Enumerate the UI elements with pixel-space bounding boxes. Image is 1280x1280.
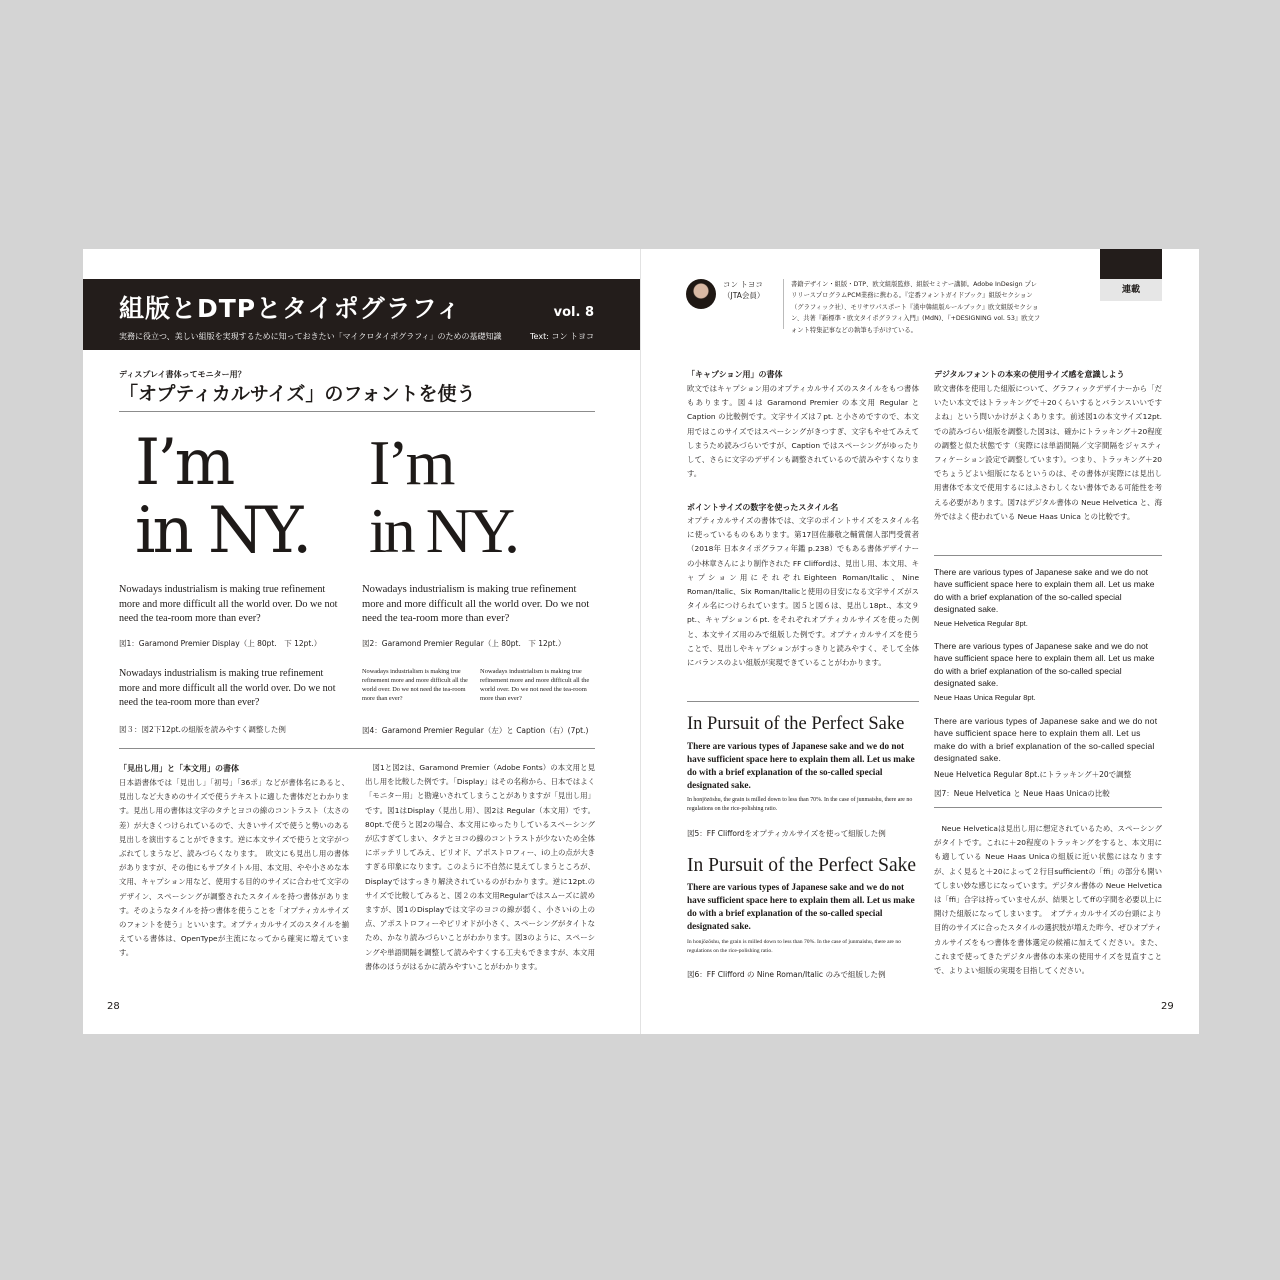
helvetica-tracked-sample: There are various types of Japanese sake and we do not have sufficient space here to explain them all. Let us make do with a brief explanation of the so-called special designated sake. bbox=[934, 716, 1158, 763]
left-page bbox=[83, 249, 640, 1034]
digital-font-body: 欧文書体を使用した組版について、グラフィックデザイナーから「だいたい本文ではトラッキングで＋20くらいするとバランスいいですよね」という問いかけがよくあります。前述図1の本文サイズ12pt.での読みづらい組版を調整した図3は、確かにトラッキング＋20程度の調整と似た状態です（実際には単語間隔／文字間隔をジャスティフィケーション設定で調整しています）。つまり、トラッキング＋20でちょうどよい組版になるというのは、その書体が実際には見出し用書体で本文で使用するにはふさわしくない書体である可能性を考える必要があります。図7はデジタル書体の Neue Helvetica と、海外ではよく使われている Neue Haas Unica との比較です。 bbox=[934, 384, 1162, 521]
sample-paragraph-regular-7pt: Nowadays industrialism is making true refinement more and more difficult all the world over. Do we not need the tea-room more than ever? bbox=[362, 668, 468, 702]
sake-title-optical: In Pursuit of the Perfect Sake bbox=[687, 714, 905, 734]
article-headline: 「オプティカルサイズ」のフォントを使う bbox=[119, 383, 476, 405]
sample-paragraph-display: Nowadays industrialism is making true refinement more and more difficult all the world over. Do we not need the tea-room more than ever? bbox=[119, 584, 338, 624]
sample-paragraph-adjusted: Nowadays industrialism is making true refinement more and more difficult all the world over. Do we not need the tea-room more than ever? bbox=[119, 668, 336, 708]
author-credit: Text: コン トヨコ bbox=[530, 332, 594, 341]
body-section-heading: 「見出し用」と「本文用」の書体 bbox=[119, 764, 239, 773]
series-subtitle: 実務に役立つ、美しい組版を実現するために知っておきたい「マイクロタイポグラフィ」のための基礎知識 bbox=[119, 332, 502, 341]
kicker: ディスプレイ書体ってモニター用？ bbox=[119, 370, 246, 379]
sake-note-optical: In honjōzōshu, the grain is milled down to less than 70%. In the case of junmaishu, there are no regulations on the rice-polishing ratio. bbox=[687, 797, 913, 812]
unica-sample: There are various types of Japanese sake and we do not have sufficient space here to explain them all. Let us make do with a brief explanation of the so-called special designated sake. bbox=[934, 641, 1155, 688]
display-sample-right bbox=[369, 429, 517, 565]
helvetica-tracked-label: Neue Helvetica Regular 8pt.にトラッキング＋20で調整 bbox=[934, 770, 1132, 779]
sample-paragraph-caption-7pt: Nowadays industrialism is making true refinement more and more difficult all the world over. Do we not need the tea-room more than ever? bbox=[480, 668, 590, 702]
section-rule bbox=[119, 748, 595, 749]
sample-line-1: I’m bbox=[369, 427, 453, 498]
sake-body-optical: There are various types of Japanese sake and we do not have sufficient space here to explain them all. Let us make do with a brief explanation of the so-called special designated sake. bbox=[687, 741, 915, 790]
figure-2-caption: 図2：Garamond Premier Regular（上 80pt. 下 12pt.） bbox=[362, 639, 566, 648]
figure-rule-1 bbox=[687, 701, 919, 702]
page-number: 28 bbox=[107, 1001, 120, 1012]
headline-rule bbox=[119, 411, 595, 412]
right-page bbox=[641, 249, 1199, 1034]
figure-3-caption: 図３：図2下12pt.の組版を読みやすく調整した例 bbox=[119, 725, 286, 734]
author-info bbox=[723, 279, 764, 301]
sake-title-nine: In Pursuit of the Perfect Sake bbox=[687, 855, 917, 876]
sake-body-nine: There are various types of Japanese sake and we do not have sufficient space here to explain them all. Let us make do with a brief explanation of the so-called special designated sake. bbox=[687, 882, 915, 931]
body-column-1: 日本語書体では「見出し」「初号」「36ポ」などが書体名にあると、見出しなど大きめのサイズで使うテキストに適した書体だとわかります。見出し用の書体は文字のタテとヨコの線のコントラスト（太さの差）が大きくつけられているので、大きいサイズで使うと勢いのある見出しを演出することができます。逆に本文サイズで使うと文字がつぶれてしまうなど、読みづらくなります。 欧文にも見出し用の書体がありますが、その他にもサブタイトル用、本文用、やや小さめな本文用、キャプション用など、使用する目的のサイズに合わせて文字のデザイン、スペーシングが調整されたスタイルを持つ書体があります。そのようなタイルを持つ書体を使うことを「オプティカルサイズのフォントを使う」といいます。オプティカルサイズのスタイルを揃えている書体は、OpenTypeが主流になってから確実に増えています。 bbox=[119, 778, 349, 958]
helvetica-sample-label: Neue Helvetica Regular 8pt. bbox=[934, 619, 1028, 628]
series-header-band bbox=[83, 279, 640, 350]
sake-note-nine: In honjōzōshu, the grain is milled down to less than 70%. In the case of junmaishu, there are no regulations on the rice-polishing ratio. bbox=[687, 939, 901, 954]
figure-5-caption: 図5：FF Cliffordをオプティカルサイズを使って組版した例 bbox=[687, 829, 886, 838]
figure-1-caption: 図1：Garamond Premier Display（上 80pt. 下 12pt.） bbox=[119, 639, 322, 648]
author-affiliation: （JTA会員） bbox=[723, 291, 765, 300]
sample-line-1: I’m bbox=[135, 426, 233, 500]
volume-label: vol. 8 bbox=[553, 305, 594, 320]
display-sample-left bbox=[135, 426, 310, 568]
author-name: コン トヨコ bbox=[723, 280, 763, 289]
closing-body: Neue Helveticaは見出し用に想定されているため、スペーシングがタイトです。これに＋20程度のトラッキングをすると、本文用にも適している Neue Haas Unicaの組版に近い状態にはなりますが、よく見ると＋20によって２行目sufficientの「ffi」の部分も開いてしまい妙な感じになっています。デジタル書体の Neue Helvetica は「ffi」合字は持っていませんが、結果としてffの字間を必要以上に開けた組版になってしまいます。 オプティカルサイズの台頭により目的のサイズに合ったスタイルの選択肢が増えた昨今、ぜひオプティカルサイズをもつ書体を書体選定の候補に加えてください。また、これまで使ってきたデジタル書体の本来の使用サイズを見直すことで、よりよい組版の実現を目指してください。 bbox=[934, 824, 1162, 976]
unica-sample-label: Neue Haas Unica Regular 8pt. bbox=[934, 693, 1036, 702]
series-tab-label: 連載 bbox=[1100, 279, 1162, 301]
sample-paragraph-regular: Nowadays industrialism is making true refinement more and more difficult all the world over. Do we not need the tea-room more than ever? bbox=[362, 584, 590, 624]
body-column-2: 図1と図2は、Garamond Premier（Adobe Fonts）の本文用と見出し用を比較した例です。「Display」はその名称から、日本ではよく「モニター用」と勘違いされてしまうことがありますが「見出し用」です。図1はDisplay（見出し用）、図2は Regular（本文用）です。80pt.で使うと図2の場合、本文用にゆったりしているスペーシングが広すぎてしまい、タテとヨコの線のコントラストが少ないため全体にボッテリしてみえ、ピリオド、アポストロフィー、iの上の点が大きすぎる印象になります。このように不自然に見えてしまうところが、Displayではすっきり解決されているのがわかります。逆に12pt.のサイズで比較してみると、図２の本文用Regularではスムーズに読めますが、図1のDisplayでは文字のヨコの線が弱く、小さいiの上の点、アポストロフィーやピリオドが小さく、スペーシングがタイトなため、かなり読みづらいことがわかります。図3のように、スペーシングや単語間隔を調整して読みやすくする工夫もできますが、本文用書体のほうがはるかに読みやすいことがわかります。 bbox=[365, 763, 595, 971]
author-photo bbox=[686, 279, 716, 309]
sample-line-2: in NY. bbox=[369, 495, 517, 566]
sample-line-2: in NY. bbox=[135, 494, 310, 568]
point-size-heading: ポイントサイズの数字を使ったスタイル名 bbox=[687, 503, 839, 512]
figure-6-caption: 図6：FF Clifford の Nine Roman/Italic のみで組版した例 bbox=[687, 970, 886, 979]
caption-heading: 「キャプション用」の書体 bbox=[687, 370, 783, 379]
author-divider bbox=[783, 279, 784, 329]
figure-rule-3 bbox=[934, 807, 1162, 808]
point-size-body: オプティカルサイズの書体では、文字のポイントサイズをスタイル名に使っているものもあります。第17回佐藤敬之輔賞個人部門受賞者（2018年 日本タイポグラフィ年鑑 p.238）でもある書体デザイナーの小林章さんにより制作された FF Cliffordは、見出し用、本文用、キャプション用にそれぞれEighteen Roman/Italic、Nine Roman/Italic、Six Roman/Italicと使用の目安になる文字サイズがスタイル名につけられています。図５と図６は、見出し18pt.、本文９pt.、キャプション６pt. をそれぞれオプティカルサイズを使った例と、本文サイズ用のみで組版した例です。オプティカルサイズを使うことで、見出しやキャプションがすっきりと読みやすく、そして全体にバランスのよい組版が実現できていることがわかります。 bbox=[687, 516, 919, 668]
figure-4-caption: 図4：Garamond Premier Regular（左）と Caption（右）(7pt.) bbox=[362, 726, 589, 735]
figure-rule-2 bbox=[934, 555, 1162, 556]
caption-body: 欧文ではキャプション用のオプティカルサイズのスタイルをもつ書体もあります。図４は Garamond Premier の本文用 Regular と Caption の比較例です。文字サイズは７pt. と小さめですので、本文用ではこのサイズではスペーシングがきつすぎ、文字もやせてみえてしまうため読みづらいですが、Caption ではスペーシングがゆったりして、さらに文字のデザインも調整されているので読みやすくなります。 bbox=[687, 384, 919, 479]
author-bio: 書籍デザイン・組版・DTP、欧文組版監修、組版セミナー講師。Adobe InDesign プレリリースプログラムPCM業務に携わる。『定番フォントガイドブック』組版セクション（グラフィック社）、モリサワパスポート『漢中韓組版ルールブック』欧文組版セクション、共著『新標準・欧文タイポグラフィ入門』(MdN)、『+DESIGNING vol. 53』欧文フォント特集記事などの執筆も手がけている。 bbox=[791, 281, 1041, 334]
page-number: 29 bbox=[1161, 1001, 1174, 1012]
digital-font-heading: デジタルフォントの本来の使用サイズ感を意識しよう bbox=[934, 370, 1125, 379]
series-title: 組版とDTPとタイポグラフィ bbox=[119, 294, 462, 323]
helvetica-sample: There are various types of Japanese sake and we do not have sufficient space here to explain them all. Let us make do with a brief explanation of the so-called special designated sake. bbox=[934, 567, 1155, 614]
figure-7-caption: 図7：Neue Helvetica と Neue Haas Unicaの比較 bbox=[934, 789, 1110, 798]
